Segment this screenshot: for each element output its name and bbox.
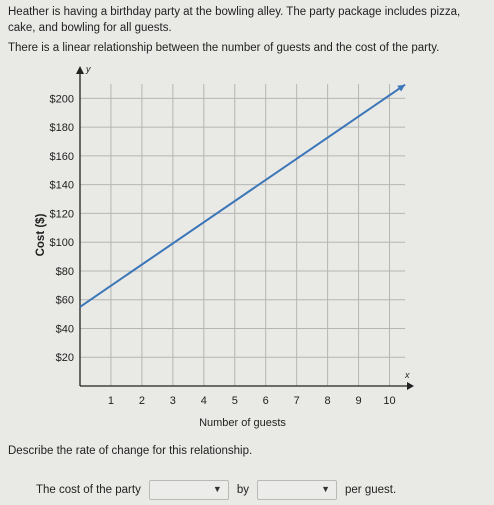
- x-tick-label: 2: [138, 395, 145, 407]
- x-axis-label: Number of guests: [199, 417, 286, 429]
- change-direction-dropdown[interactable]: [149, 480, 229, 500]
- answer-middle: by: [236, 484, 249, 496]
- y-axis-arrow: [76, 66, 84, 74]
- y-tick-label: $120: [49, 208, 74, 221]
- x-tick-label: 6: [262, 395, 269, 407]
- y-tick-label: $60: [55, 294, 74, 307]
- y-tick-label: $140: [49, 179, 74, 192]
- cost-chart: [0, 56, 494, 436]
- y-tick-label: $100: [49, 237, 74, 250]
- series-line: [80, 85, 405, 307]
- y-tick-label: $40: [55, 323, 74, 336]
- x-tick-label: 1: [107, 395, 115, 407]
- caret-down-icon: ▼: [321, 484, 330, 494]
- x-tick-label: 10: [383, 395, 396, 407]
- x-tick-label: 5: [231, 395, 238, 407]
- x-tick-label: 3: [169, 395, 176, 407]
- x-tick-label: 7: [293, 395, 300, 407]
- answer-prefix: The cost of the party: [36, 484, 141, 496]
- rate-amount-dropdown[interactable]: [257, 480, 337, 500]
- answer-suffix: per guest.: [345, 484, 397, 496]
- x-tick-label: 9: [355, 395, 362, 407]
- y-tick-label: $180: [49, 122, 74, 135]
- x-axis-arrow: [407, 382, 414, 390]
- y-tick-label: $20: [55, 352, 74, 365]
- intro-text: Heather is having a birthday party at the bowling alley. The party package includes pizza, cake, and bowling for all guests.: [8, 6, 461, 34]
- y-tick-label: $160: [49, 150, 74, 163]
- caret-down-icon: ▼: [212, 484, 222, 494]
- y-tick-label: $200: [49, 93, 74, 106]
- x-tick-label: 4: [200, 395, 207, 407]
- x-tick-label: 8: [324, 395, 331, 407]
- y-tick-label: $80: [55, 265, 74, 278]
- answer-row: [36, 478, 396, 502]
- x-axis-letter: x: [405, 370, 410, 380]
- question-text: Describe the rate of change for this relationship.: [8, 445, 253, 457]
- y-axis-letter: y: [86, 64, 91, 74]
- y-axis-label: Cost ($): [35, 213, 47, 257]
- relation-text: There is a linear relationship between the number of guests and the cost of the party.: [8, 42, 440, 54]
